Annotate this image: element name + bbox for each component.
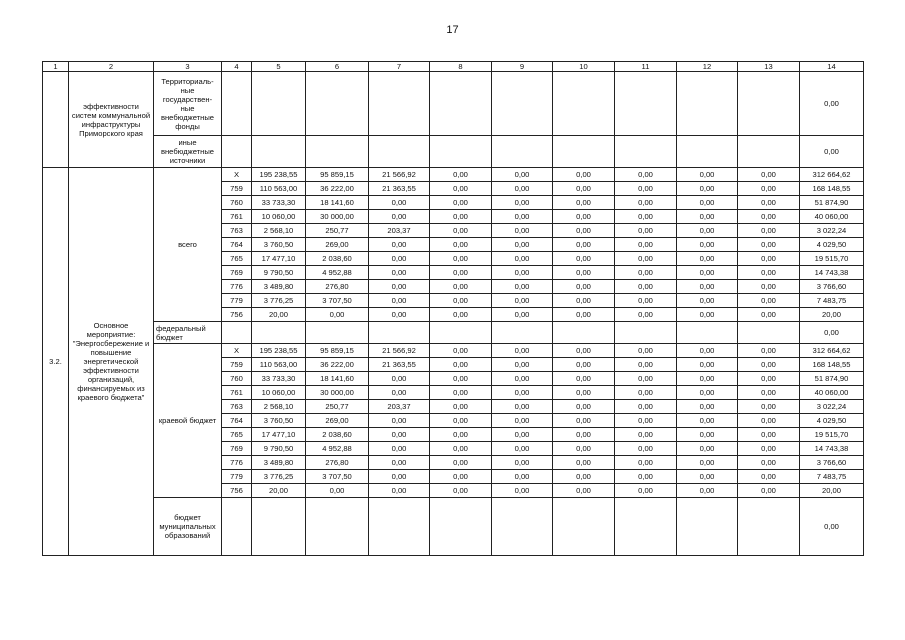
value-cell: 0,00 [492, 358, 553, 372]
code-cell: 756 [222, 308, 252, 322]
section-name: Основное мероприятие: "Энергосбережение и повышение энергетической эффективности организаций, финансируемых из краевого бюджета" [69, 168, 154, 556]
table-row [43, 72, 864, 136]
code-cell: 779 [222, 294, 252, 308]
measure-description-cont: эффективности систем коммунальной инфраструктуры Приморского края [69, 72, 154, 168]
value-cell: 3 489,80 [252, 280, 306, 294]
code-cell: 764 [222, 238, 252, 252]
value-cell: 7 483,75 [800, 294, 864, 308]
value-cell: 0,00 [738, 344, 800, 358]
value-cell: 0,00 [492, 294, 553, 308]
value-cell: 0,00 [738, 308, 800, 322]
value-cell: 4 029,50 [800, 414, 864, 428]
value-cell: 168 148,55 [800, 358, 864, 372]
value-cell: 0,00 [492, 168, 553, 182]
value-cell: 33 733,30 [252, 372, 306, 386]
value-cell: 0,00 [553, 224, 615, 238]
value-cell: 0,00 [430, 414, 492, 428]
value-cell: 18 141,60 [306, 196, 369, 210]
value-cell: 0,00 [615, 400, 677, 414]
code-cell: 759 [222, 358, 252, 372]
value-cell: 0,00 [492, 414, 553, 428]
value-cell: 0,00 [738, 182, 800, 196]
value-cell: 0,00 [430, 238, 492, 252]
value-cell: 0,00 [615, 280, 677, 294]
value-cell: 0,00 [615, 442, 677, 456]
value-cell: 0,00 [677, 372, 738, 386]
value-cell: 33 733,30 [252, 196, 306, 210]
value-cell: 0,00 [553, 470, 615, 484]
value-cell: 0,00 [738, 400, 800, 414]
value-cell: 0,00 [677, 266, 738, 280]
value-cell: 0,00 [369, 294, 430, 308]
value-cell: 0,00 [369, 442, 430, 456]
column-header: 13 [738, 62, 800, 72]
value-cell: 0,00 [738, 168, 800, 182]
value-cell: 0,00 [615, 372, 677, 386]
value-cell: 21 566,92 [369, 168, 430, 182]
value-cell: 17 477,10 [252, 252, 306, 266]
value-cell: 0,00 [738, 372, 800, 386]
value-cell: 0,00 [553, 386, 615, 400]
value-cell: 0,00 [677, 308, 738, 322]
value-cell: 0,00 [738, 456, 800, 470]
value-cell: 0,00 [738, 266, 800, 280]
value-cell: 0,00 [492, 442, 553, 456]
value-cell: 312 664,62 [800, 344, 864, 358]
value-cell: 4 952,88 [306, 442, 369, 456]
value-cell: 0,00 [738, 358, 800, 372]
value-cell: 20,00 [800, 484, 864, 498]
value-cell: 0,00 [677, 484, 738, 498]
value-cell: 3 489,80 [252, 456, 306, 470]
value-cell: 3 760,50 [252, 414, 306, 428]
value-cell: 312 664,62 [800, 168, 864, 182]
value-cell: 21 363,55 [369, 358, 430, 372]
value-cell: 0,00 [430, 280, 492, 294]
value-cell: 0,00 [738, 294, 800, 308]
column-header: 5 [252, 62, 306, 72]
value-cell: 0,00 [553, 456, 615, 470]
value-cell: 3 766,60 [800, 456, 864, 470]
value-cell: 250,77 [306, 400, 369, 414]
value-cell: 0,00 [430, 266, 492, 280]
value-cell: 0,00 [738, 484, 800, 498]
code-cell: 765 [222, 428, 252, 442]
funding-source-label: всего [154, 168, 222, 322]
value-cell: 0,00 [738, 252, 800, 266]
value-cell: 0,00 [677, 344, 738, 358]
value-cell: 0,00 [553, 196, 615, 210]
value-cell: 0,00 [615, 456, 677, 470]
value-cell: 19 515,70 [800, 428, 864, 442]
code-cell: 765 [222, 252, 252, 266]
funding-source-label: иные внебюджетные источники [154, 136, 222, 168]
value-cell: 14 743,38 [800, 266, 864, 280]
value-cell: 21 566,92 [369, 344, 430, 358]
column-header: 14 [800, 62, 864, 72]
value-cell: 0,00 [677, 358, 738, 372]
value-cell: 0,00 [615, 358, 677, 372]
value-cell: 0,00 [369, 238, 430, 252]
section-number: 3.2. [43, 168, 69, 556]
value-cell: 10 060,00 [252, 210, 306, 224]
total-cell: 0,00 [800, 498, 864, 556]
value-cell: 269,00 [306, 238, 369, 252]
value-cell: 0,00 [738, 428, 800, 442]
column-header: 6 [306, 62, 369, 72]
value-cell: 51 874,90 [800, 372, 864, 386]
funding-source-label: краевой бюджет [154, 344, 222, 498]
value-cell: 0,00 [615, 294, 677, 308]
value-cell: 2 568,10 [252, 400, 306, 414]
value-cell: 0,00 [492, 386, 553, 400]
value-cell: 0,00 [553, 442, 615, 456]
column-header: 2 [69, 62, 154, 72]
value-cell: 195 238,55 [252, 168, 306, 182]
code-cell: 756 [222, 484, 252, 498]
value-cell: 0,00 [677, 210, 738, 224]
value-cell: 269,00 [306, 414, 369, 428]
value-cell: 20,00 [800, 308, 864, 322]
value-cell: 0,00 [369, 428, 430, 442]
value-cell: 0,00 [677, 224, 738, 238]
value-cell: 0,00 [369, 196, 430, 210]
column-header: 1 [43, 62, 69, 72]
value-cell: 250,77 [306, 224, 369, 238]
value-cell: 0,00 [677, 442, 738, 456]
total-cell: 0,00 [800, 322, 864, 344]
value-cell: 0,00 [738, 414, 800, 428]
value-cell: 0,00 [615, 196, 677, 210]
value-cell: 3 760,50 [252, 238, 306, 252]
value-cell: 0,00 [615, 470, 677, 484]
table-row [43, 322, 864, 344]
value-cell: 0,00 [553, 252, 615, 266]
column-header: 4 [222, 62, 252, 72]
value-cell: 0,00 [553, 294, 615, 308]
total-cell: 0,00 [800, 136, 864, 168]
column-header: 11 [615, 62, 677, 72]
value-cell: 4 029,50 [800, 238, 864, 252]
value-cell: 0,00 [430, 182, 492, 196]
code-cell: X [222, 344, 252, 358]
code-cell: 763 [222, 400, 252, 414]
value-cell: 0,00 [738, 238, 800, 252]
value-cell: 2 038,60 [306, 428, 369, 442]
value-cell: 276,80 [306, 456, 369, 470]
value-cell: 3 022,24 [800, 224, 864, 238]
code-cell: 769 [222, 266, 252, 280]
value-cell: 0,00 [553, 358, 615, 372]
value-cell: 95 859,15 [306, 344, 369, 358]
value-cell: 0,00 [430, 210, 492, 224]
value-cell: 18 141,60 [306, 372, 369, 386]
value-cell: 0,00 [677, 470, 738, 484]
table-row [43, 136, 864, 168]
page-number: 17 [446, 24, 459, 36]
value-cell: 9 790,50 [252, 266, 306, 280]
value-cell: 0,00 [553, 372, 615, 386]
value-cell: 14 743,38 [800, 442, 864, 456]
value-cell: 0,00 [553, 280, 615, 294]
value-cell: 19 515,70 [800, 252, 864, 266]
value-cell: 0,00 [430, 470, 492, 484]
value-cell: 0,00 [492, 280, 553, 294]
value-cell: 9 790,50 [252, 442, 306, 456]
value-cell: 0,00 [677, 238, 738, 252]
value-cell: 0,00 [430, 224, 492, 238]
value-cell: 0,00 [738, 386, 800, 400]
value-cell: 203,37 [369, 400, 430, 414]
value-cell: 0,00 [369, 280, 430, 294]
column-header: 3 [154, 62, 222, 72]
value-cell: 0,00 [430, 196, 492, 210]
value-cell: 2 568,10 [252, 224, 306, 238]
value-cell: 0,00 [677, 168, 738, 182]
code-cell: 761 [222, 210, 252, 224]
value-cell: 0,00 [677, 280, 738, 294]
value-cell: 203,37 [369, 224, 430, 238]
value-cell: 0,00 [677, 400, 738, 414]
value-cell: 0,00 [553, 182, 615, 196]
value-cell: 0,00 [430, 308, 492, 322]
value-cell: 0,00 [430, 344, 492, 358]
value-cell: 40 060,00 [800, 386, 864, 400]
code-cell: 763 [222, 224, 252, 238]
value-cell: 0,00 [492, 196, 553, 210]
value-cell: 4 952,88 [306, 266, 369, 280]
value-cell: 110 563,00 [252, 182, 306, 196]
value-cell: 17 477,10 [252, 428, 306, 442]
value-cell: 0,00 [492, 308, 553, 322]
value-cell: 0,00 [492, 266, 553, 280]
column-header: 9 [492, 62, 553, 72]
value-cell: 168 148,55 [800, 182, 864, 196]
value-cell: 0,00 [492, 210, 553, 224]
value-cell: 0,00 [677, 252, 738, 266]
value-cell: 20,00 [252, 484, 306, 498]
value-cell: 0,00 [369, 252, 430, 266]
value-cell: 0,00 [369, 414, 430, 428]
value-cell: 0,00 [738, 224, 800, 238]
value-cell: 30 000,00 [306, 210, 369, 224]
value-cell: 0,00 [677, 414, 738, 428]
value-cell: 0,00 [369, 266, 430, 280]
table-row [43, 344, 864, 358]
value-cell: 51 874,90 [800, 196, 864, 210]
value-cell: 3 776,25 [252, 294, 306, 308]
budget-table [42, 61, 864, 556]
value-cell: 0,00 [553, 238, 615, 252]
value-cell: 0,00 [553, 344, 615, 358]
value-cell: 0,00 [615, 238, 677, 252]
value-cell: 0,00 [492, 400, 553, 414]
value-cell: 0,00 [369, 456, 430, 470]
value-cell: 0,00 [369, 386, 430, 400]
value-cell: 0,00 [615, 182, 677, 196]
value-cell: 0,00 [615, 252, 677, 266]
value-cell: 7 483,75 [800, 470, 864, 484]
value-cell: 0,00 [369, 308, 430, 322]
value-cell: 0,00 [738, 196, 800, 210]
empty-cell [43, 72, 69, 168]
value-cell: 0,00 [430, 456, 492, 470]
code-cell: 759 [222, 182, 252, 196]
value-cell: 0,00 [492, 344, 553, 358]
value-cell: 0,00 [492, 470, 553, 484]
code-cell: 760 [222, 196, 252, 210]
value-cell: 0,00 [553, 484, 615, 498]
value-cell: 0,00 [430, 252, 492, 266]
code-cell: 769 [222, 442, 252, 456]
column-header: 7 [369, 62, 430, 72]
value-cell: 0,00 [615, 484, 677, 498]
value-cell: 0,00 [430, 358, 492, 372]
value-cell: 30 000,00 [306, 386, 369, 400]
header-row [43, 62, 864, 72]
code-cell: 761 [222, 386, 252, 400]
code-cell: 779 [222, 470, 252, 484]
value-cell: 0,00 [306, 308, 369, 322]
value-cell: 0,00 [430, 484, 492, 498]
code-cell: 764 [222, 414, 252, 428]
value-cell: 95 859,15 [306, 168, 369, 182]
value-cell: 3 766,60 [800, 280, 864, 294]
value-cell: 0,00 [615, 414, 677, 428]
value-cell: 0,00 [677, 196, 738, 210]
value-cell: 0,00 [738, 470, 800, 484]
value-cell: 110 563,00 [252, 358, 306, 372]
value-cell: 0,00 [677, 386, 738, 400]
value-cell: 0,00 [738, 280, 800, 294]
value-cell: 0,00 [430, 386, 492, 400]
value-cell: 0,00 [553, 414, 615, 428]
value-cell: 276,80 [306, 280, 369, 294]
value-cell: 0,00 [430, 428, 492, 442]
code-cell: X [222, 168, 252, 182]
value-cell: 40 060,00 [800, 210, 864, 224]
value-cell: 10 060,00 [252, 386, 306, 400]
value-cell: 0,00 [306, 484, 369, 498]
value-cell: 0,00 [553, 400, 615, 414]
column-header: 10 [553, 62, 615, 72]
value-cell: 36 222,00 [306, 358, 369, 372]
value-cell: 0,00 [492, 456, 553, 470]
value-cell: 0,00 [553, 210, 615, 224]
value-cell: 0,00 [369, 484, 430, 498]
value-cell: 0,00 [492, 372, 553, 386]
value-cell: 0,00 [615, 224, 677, 238]
value-cell: 195 238,55 [252, 344, 306, 358]
value-cell: 0,00 [553, 266, 615, 280]
value-cell: 0,00 [492, 182, 553, 196]
value-cell: 2 038,60 [306, 252, 369, 266]
value-cell: 0,00 [677, 294, 738, 308]
table-row [43, 498, 864, 556]
value-cell: 0,00 [430, 442, 492, 456]
code-cell: 776 [222, 280, 252, 294]
funding-source-label: бюджет муниципальных образований [154, 498, 222, 556]
value-cell: 0,00 [738, 442, 800, 456]
value-cell: 0,00 [615, 386, 677, 400]
value-cell: 0,00 [492, 252, 553, 266]
value-cell: 0,00 [430, 372, 492, 386]
value-cell: 3 022,24 [800, 400, 864, 414]
column-header: 12 [677, 62, 738, 72]
value-cell: 0,00 [677, 456, 738, 470]
value-cell: 0,00 [615, 428, 677, 442]
value-cell: 0,00 [369, 470, 430, 484]
value-cell: 0,00 [553, 168, 615, 182]
value-cell: 0,00 [615, 210, 677, 224]
value-cell: 0,00 [615, 168, 677, 182]
value-cell: 0,00 [615, 266, 677, 280]
value-cell: 0,00 [553, 428, 615, 442]
value-cell: 0,00 [677, 428, 738, 442]
value-cell: 0,00 [430, 294, 492, 308]
value-cell: 20,00 [252, 308, 306, 322]
value-cell: 3 776,25 [252, 470, 306, 484]
value-cell: 0,00 [430, 168, 492, 182]
code-cell: 776 [222, 456, 252, 470]
value-cell: 0,00 [677, 182, 738, 196]
funding-source-label: федеральный бюджет [154, 322, 222, 344]
value-cell: 36 222,00 [306, 182, 369, 196]
value-cell: 0,00 [492, 428, 553, 442]
value-cell: 0,00 [553, 308, 615, 322]
code-cell: 760 [222, 372, 252, 386]
value-cell: 0,00 [492, 484, 553, 498]
value-cell: 3 707,50 [306, 294, 369, 308]
value-cell: 0,00 [738, 210, 800, 224]
value-cell: 0,00 [369, 372, 430, 386]
value-cell: 3 707,50 [306, 470, 369, 484]
value-cell: 0,00 [615, 308, 677, 322]
total-cell: 0,00 [800, 72, 864, 136]
value-cell: 0,00 [369, 210, 430, 224]
table-row [43, 168, 864, 182]
value-cell: 0,00 [492, 238, 553, 252]
value-cell: 0,00 [615, 344, 677, 358]
value-cell: 0,00 [492, 224, 553, 238]
value-cell: 0,00 [430, 400, 492, 414]
value-cell: 21 363,55 [369, 182, 430, 196]
column-header: 8 [430, 62, 492, 72]
funding-source-label: Территориаль-ные государствен-ные внебюджетные фонды [154, 72, 222, 136]
